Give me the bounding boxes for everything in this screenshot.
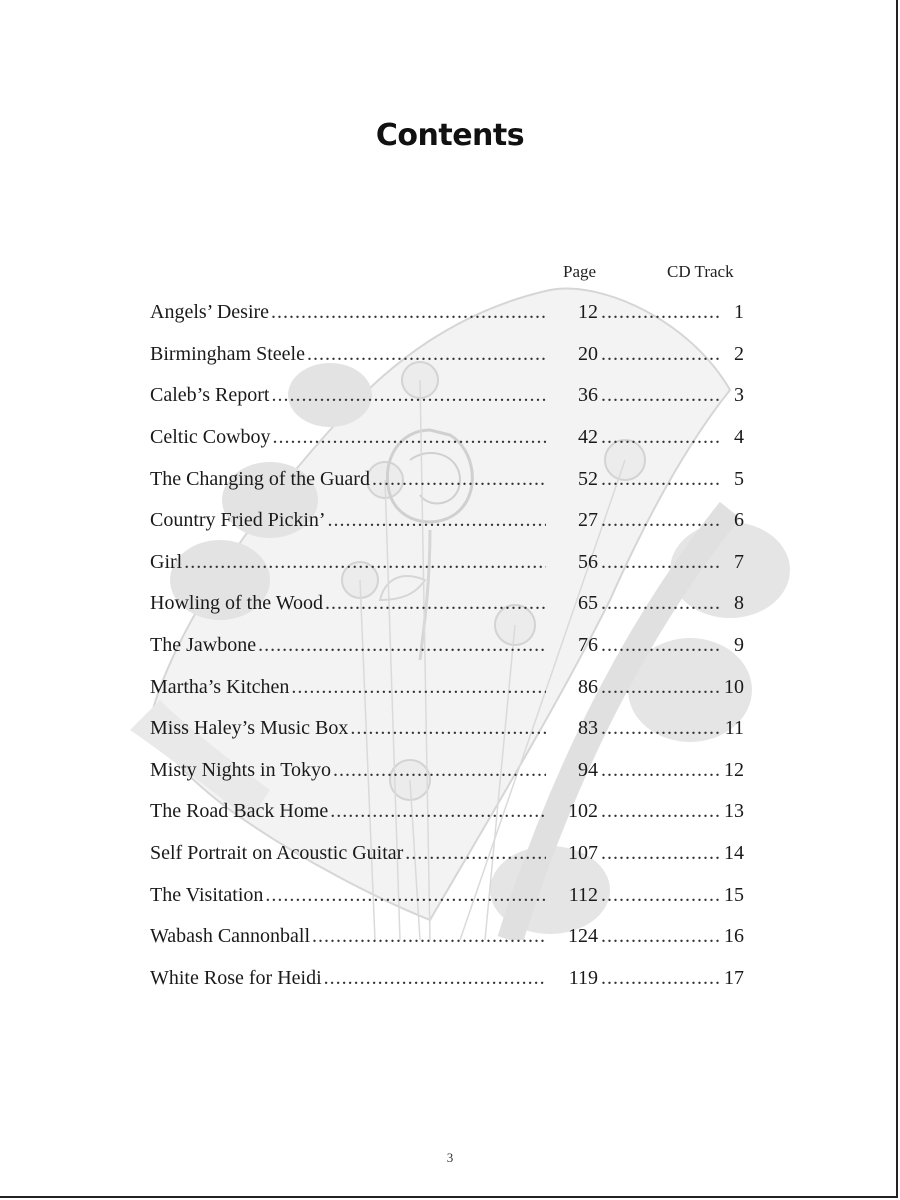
toc-entry-track: 5 xyxy=(734,467,744,490)
toc-entry-page: 65 xyxy=(578,592,598,615)
toc-entry-title: Caleb’s Report xyxy=(150,384,270,407)
toc-entry-title: Self Portrait on Acoustic Guitar xyxy=(150,842,404,865)
toc-entry-track: 8 xyxy=(734,592,744,615)
dot-leader xyxy=(291,676,546,699)
toc-entry-track: 10 xyxy=(724,675,744,698)
toc-entry-track: 2 xyxy=(734,342,744,365)
dot-leader xyxy=(307,343,546,366)
dot-leader xyxy=(273,426,546,449)
toc-entry-track: 7 xyxy=(734,550,744,573)
toc-entry-title: Martha’s Kitchen xyxy=(150,675,290,698)
dot-leader xyxy=(265,884,546,907)
toc-entry-title: The Road Back Home xyxy=(150,800,329,823)
toc-entry-track: 12 xyxy=(724,758,744,781)
toc-entry-title: Angels’ Desire xyxy=(150,301,270,324)
toc-entry-track: 15 xyxy=(724,883,744,906)
toc-entry-title: White Rose for Heidi xyxy=(150,966,322,989)
toc-entry-track: 14 xyxy=(724,842,744,865)
dot-leader xyxy=(258,634,546,657)
dot-leader xyxy=(330,800,546,823)
toc-entry-page: 94 xyxy=(578,758,598,781)
dot-leader xyxy=(601,884,719,907)
toc-entry-title: Birmingham Steele xyxy=(150,342,305,365)
toc-entry-page: 124 xyxy=(568,925,598,948)
dot-leader xyxy=(271,301,546,324)
page-number: 3 xyxy=(446,1150,454,1165)
toc-entry-track: 13 xyxy=(724,800,744,823)
toc-entry xyxy=(150,583,744,625)
dot-leader xyxy=(328,509,546,532)
toc-entry-page: 86 xyxy=(578,675,598,698)
toc-entry xyxy=(150,375,744,417)
toc-entry-track: 9 xyxy=(734,634,744,657)
toc-entry-title: Celtic Cowboy xyxy=(150,426,271,449)
dot-leader xyxy=(601,634,719,657)
toc-entry xyxy=(150,292,744,334)
toc-entry xyxy=(150,833,744,875)
dot-leader xyxy=(601,676,719,699)
dot-leader xyxy=(350,717,546,740)
toc-entry xyxy=(150,958,744,1000)
dot-leader xyxy=(601,592,719,615)
dot-leader xyxy=(601,800,719,823)
toc-entry-page: 52 xyxy=(578,467,598,490)
toc-entry-title: The Jawbone xyxy=(150,634,257,657)
dot-leader xyxy=(333,759,546,782)
dot-leader xyxy=(601,468,719,491)
dot-leader xyxy=(601,301,719,324)
toc-entry-title: Country Fried Pickin’ xyxy=(150,509,326,532)
dot-leader xyxy=(184,551,546,574)
dot-leader xyxy=(271,384,546,407)
toc-entry-track: 16 xyxy=(724,925,744,948)
toc-entry-title: Girl xyxy=(150,550,183,573)
dot-leader xyxy=(601,509,719,532)
toc-entry-track: 1 xyxy=(734,301,744,324)
dot-leader xyxy=(601,384,719,407)
toc-entry-page: 107 xyxy=(568,842,598,865)
toc-entry-title: Wabash Cannonball xyxy=(150,925,311,948)
toc-entry xyxy=(150,334,744,376)
toc-entry-track: 3 xyxy=(734,384,744,407)
toc-entry-page: 76 xyxy=(578,634,598,657)
toc-entry-page: 112 xyxy=(568,883,598,906)
toc-entry xyxy=(150,916,744,958)
toc-entry-title: The Changing of the Guard xyxy=(150,467,370,490)
dot-leader xyxy=(601,759,719,782)
dot-leader xyxy=(372,468,546,491)
dot-leader xyxy=(324,967,546,990)
toc-entry-page: 36 xyxy=(578,384,598,407)
toc-entry xyxy=(150,500,744,542)
column-header-cd-track: CD Track xyxy=(667,262,734,281)
toc-entry xyxy=(150,417,744,459)
toc-entry xyxy=(150,874,744,916)
toc-entry-page: 20 xyxy=(578,342,598,365)
toc-entry xyxy=(150,791,744,833)
toc-entry-track: 6 xyxy=(734,509,744,532)
toc-entry xyxy=(150,708,744,750)
toc-entry-page: 12 xyxy=(578,301,598,324)
toc-entry-track: 17 xyxy=(724,966,744,989)
toc-entry-page: 102 xyxy=(568,800,598,823)
dot-leader xyxy=(312,925,546,948)
dot-leader xyxy=(601,925,719,948)
dot-leader xyxy=(405,842,546,865)
toc-entry-title: Misty Nights in Tokyo xyxy=(150,758,332,781)
dot-leader xyxy=(601,426,719,449)
toc-entry xyxy=(150,750,744,792)
dot-leader xyxy=(601,842,719,865)
table-of-contents xyxy=(150,292,744,999)
page-title: Contents xyxy=(375,118,525,153)
toc-entry-page: 42 xyxy=(578,426,598,449)
toc-entry-title: Miss Haley’s Music Box xyxy=(150,717,349,740)
toc-entry xyxy=(150,625,744,667)
toc-entry-page: 119 xyxy=(568,966,598,989)
dot-leader xyxy=(601,551,719,574)
toc-entry-title: Howling of the Wood xyxy=(150,592,324,615)
dot-leader xyxy=(601,717,719,740)
dot-leader xyxy=(601,343,719,366)
toc-entry-page: 83 xyxy=(578,717,598,740)
dot-leader xyxy=(325,592,546,615)
column-header-page: Page xyxy=(563,262,597,281)
toc-entry-title: The Visitation xyxy=(150,883,264,906)
toc-entry-page: 56 xyxy=(578,550,598,573)
toc-entry-track: 11 xyxy=(724,717,744,740)
toc-entry xyxy=(150,666,744,708)
toc-entry-page: 27 xyxy=(578,509,598,532)
toc-entry xyxy=(150,542,744,584)
dot-leader xyxy=(601,967,719,990)
toc-entry-track: 4 xyxy=(734,426,744,449)
toc-entry xyxy=(150,458,744,500)
